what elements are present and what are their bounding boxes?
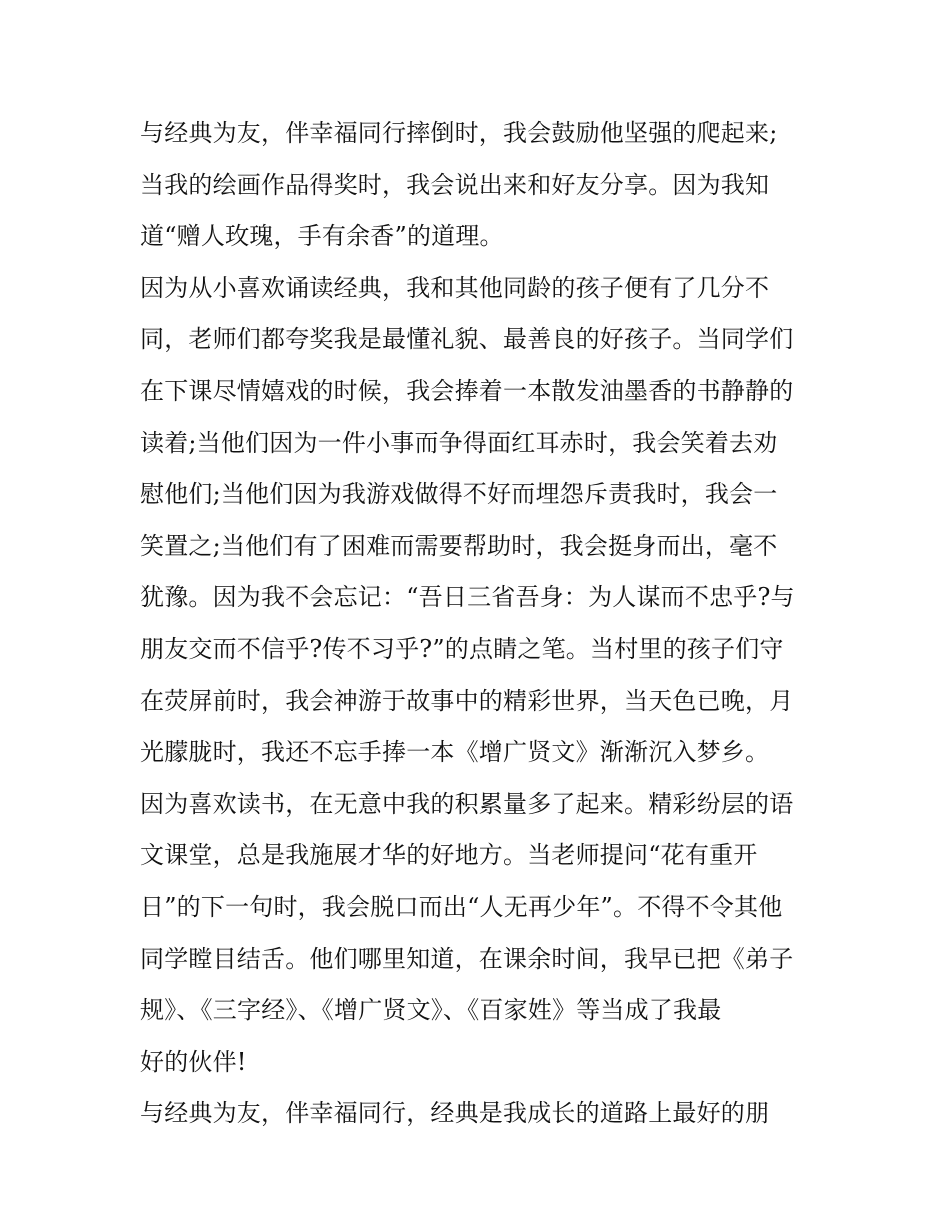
text-line: 在荧屏前时，我会神游于故事中的精彩世界，当天色已晚，月 xyxy=(140,686,794,715)
text-line: 文课堂，总是我施展才华的好地方。当老师提问“花有重开 xyxy=(140,841,758,870)
text-line: 同学瞠目结舌。他们哪里知道，在课余时间，我早已把《弟子 xyxy=(140,944,794,973)
text-line: 在下课尽情嬉戏的时候，我会捧着一本散发油墨香的书静静的 xyxy=(140,376,794,405)
text-line: 因为从小喜欢诵读经典，我和其他同龄的孩子便有了几分不 xyxy=(140,273,770,302)
text-line: 规》、《三字经》、《增广贤文》、《百家姓》等当成了我最 xyxy=(140,996,722,1025)
text-line: 与经典为友，伴幸福同行，经典是我成长的道路上最好的朋 xyxy=(140,1099,770,1128)
body-text xyxy=(140,108,820,1140)
text-line: 朋友交而不信乎?传不习乎?”的点睛之笔。当村里的孩子们守 xyxy=(140,634,784,663)
text-line: 同，老师们都夸奖我是最懂礼貌、最善良的好孩子。当同学们 xyxy=(140,325,794,354)
text-line: 道“赠人玫瑰，手有余香”的道理。 xyxy=(140,222,504,251)
text-line: 好的伙伴! xyxy=(140,1047,247,1076)
text-line: 因为喜欢读书，在无意中我的积累量多了起来。精彩纷层的语 xyxy=(140,789,794,818)
text-line: 笑置之;当他们有了困难而需要帮助时，我会挺身而出，毫不 xyxy=(140,531,778,560)
text-line: 犹豫。因为我不会忘记：“吾日三省吾身：为人谋而不忠乎?与 xyxy=(140,583,795,612)
text-line: 读着;当他们因为一件小事而争得面红耳赤时，我会笑着去劝 xyxy=(140,428,778,457)
text-line: 日”的下一句时，我会脱口而出“人无再少年”。不得不令其他 xyxy=(140,892,783,921)
text-line: 慰他们;当他们因为我游戏做得不好而埋怨斥责我时，我会一 xyxy=(140,480,778,509)
text-line: 当我的绘画作品得奖时，我会说出来和好友分享。因为我知 xyxy=(140,170,770,199)
text-line: 与经典为友，伴幸福同行摔倒时，我会鼓励他坚强的爬起来; xyxy=(140,119,778,147)
text-line: 光朦胧时，我还不忘手捧一本《增广贤文》渐渐沉入梦乡。 xyxy=(140,738,770,767)
